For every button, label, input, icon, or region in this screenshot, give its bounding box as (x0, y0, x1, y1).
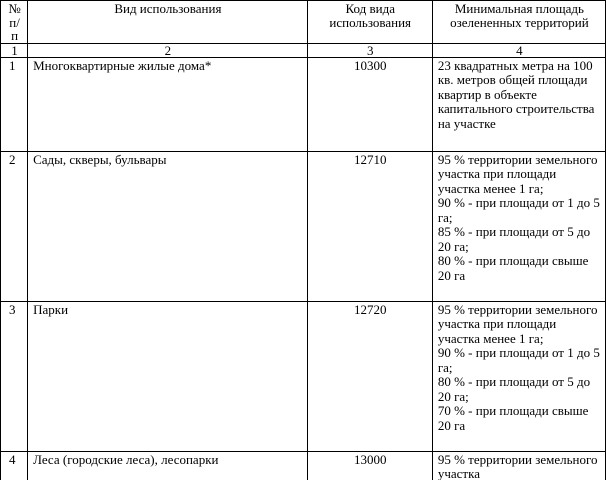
row-area (432, 451, 605, 480)
column-index-row (1, 43, 606, 57)
table-row (1, 301, 606, 451)
header-area: Минимальная площадь озелененных территорий (432, 1, 605, 44)
area-norm-line: 95 % территории земельного участка при площади участка менее 1 га; (437, 151, 598, 196)
table-row (1, 451, 606, 480)
area-norm-line: 23 квадратных метра на 100 кв. метров общей площади квартир в объекте капитального строительства на участке (437, 57, 595, 131)
row-num: 1 (1, 57, 28, 151)
area-norm-line: 80 % - при площади от 5 до 20 га; (437, 374, 591, 404)
column-index: 2 (28, 43, 308, 57)
column-index: 4 (432, 43, 605, 57)
column-index: 1 (1, 43, 28, 57)
area-norm-line: 95 % территории земельного участка при площади участка менее 1 га; (437, 301, 598, 346)
header-code: Код вида использования (307, 1, 432, 44)
row-code: 10300 (307, 57, 432, 151)
row-use: Сады, скверы, бульвары (28, 151, 308, 301)
area-norm-line: 90 % - при площади от 1 до 5 га; (437, 345, 600, 375)
header-num: № п/п (1, 1, 28, 44)
area-norm-line: 80 % - при площади свыше 20 га (437, 253, 589, 283)
row-use: Парки (28, 301, 308, 451)
header-use: Вид использования (28, 1, 308, 44)
area-norm-line: 85 % - при площади от 5 до 20 га; (437, 224, 591, 254)
row-code: 12720 (307, 301, 432, 451)
table-row (1, 57, 606, 151)
row-area (432, 57, 605, 151)
table-header-row (1, 1, 606, 44)
row-code: 12710 (307, 151, 432, 301)
column-index: 3 (307, 43, 432, 57)
row-area (432, 151, 605, 301)
row-use: Леса (городские леса), лесопарки (28, 451, 308, 480)
row-num: 3 (1, 301, 28, 451)
area-norm-line: 90 % - при площади от 1 до 5 га; (437, 195, 600, 225)
row-use: Многоквартирные жилые дома* (28, 57, 308, 151)
area-norm-line: 70 % - при площади свыше 20 га (437, 403, 589, 433)
row-num: 2 (1, 151, 28, 301)
row-code: 13000 (307, 451, 432, 480)
table-row (1, 151, 606, 301)
row-area (432, 301, 605, 451)
row-num: 4 (1, 451, 28, 480)
area-norm-line: 95 % территории земельного участка (437, 451, 598, 480)
